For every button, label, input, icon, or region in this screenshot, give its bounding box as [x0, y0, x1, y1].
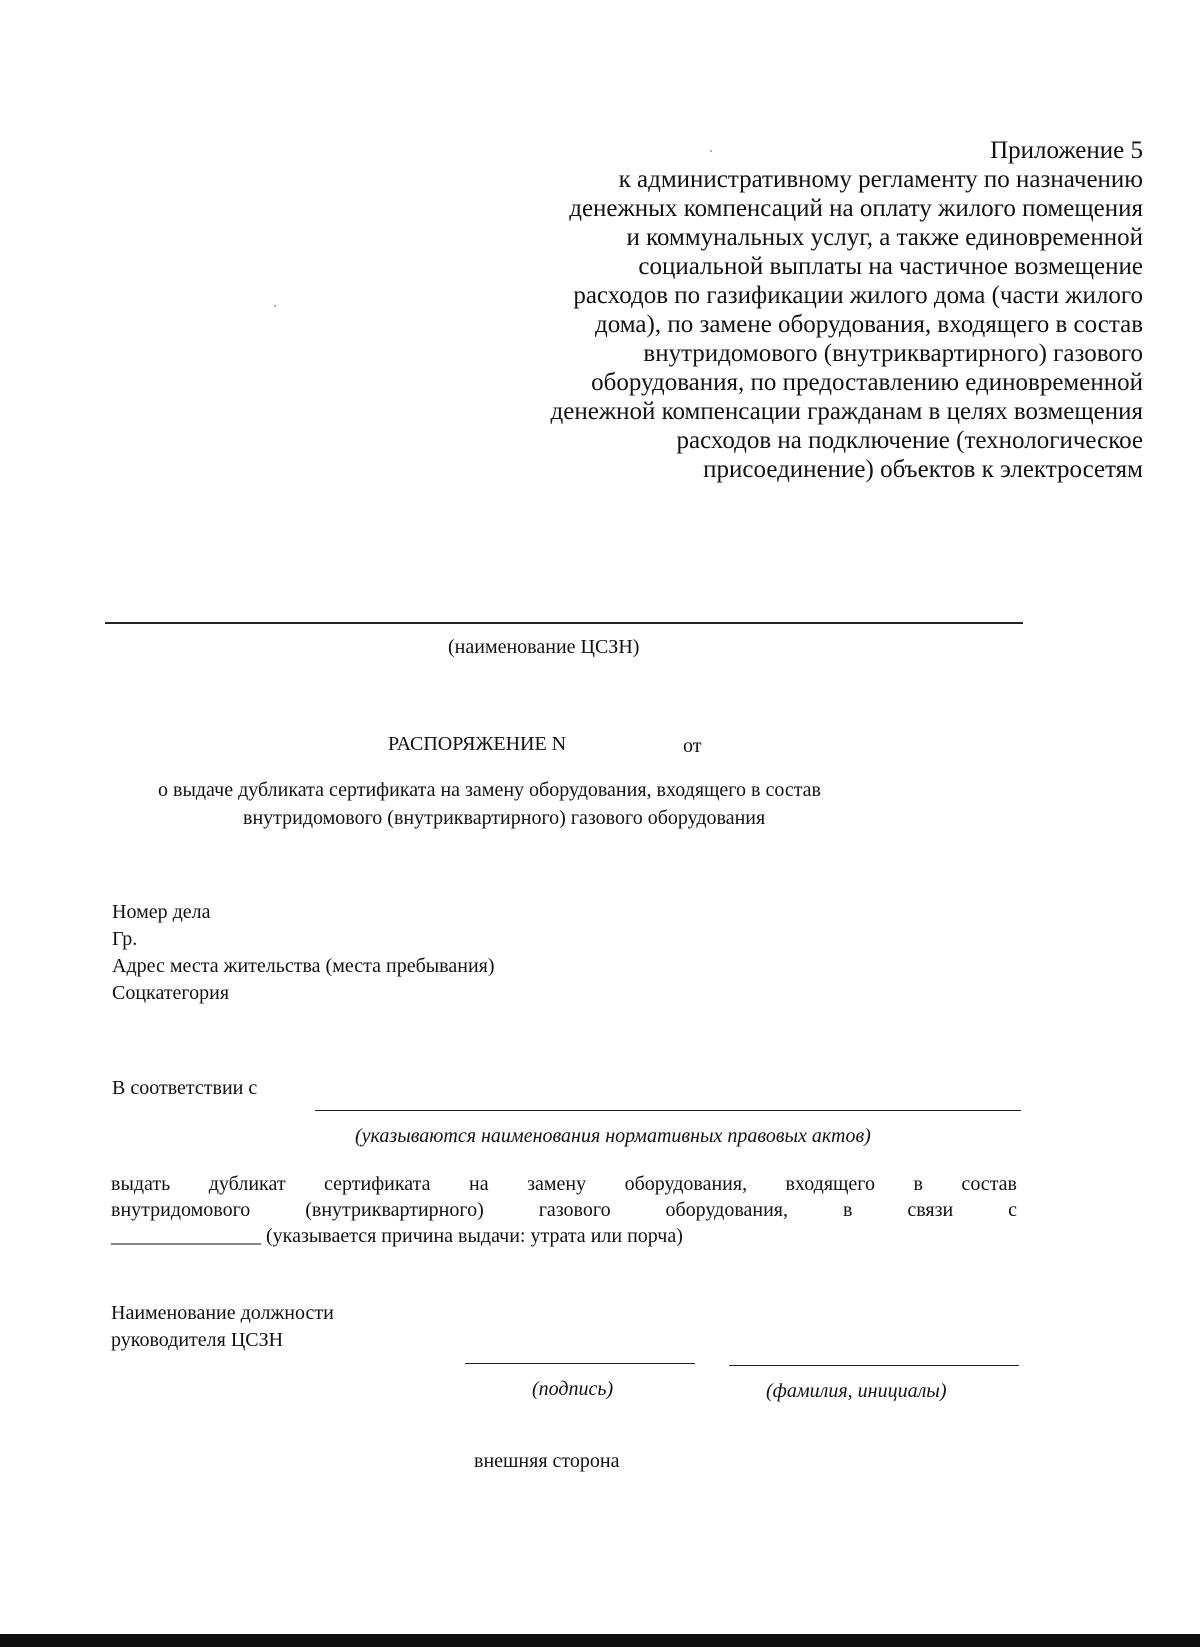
appendix-line: расходов на подключение (технологическое — [676, 427, 1143, 454]
position-title-line1: Наименование должности — [111, 1302, 334, 1324]
footer-note: внешняя сторона — [474, 1450, 620, 1472]
appendix-line: и коммунальных услуг, а также единовременной — [626, 224, 1143, 251]
scan-edge-bar — [0, 1634, 1200, 1647]
scan-speck — [274, 305, 276, 307]
order-date-prefix: от — [683, 735, 702, 757]
order-subject-line1: о выдаче дубликата сертификата на замену оборудования, входящего в состав — [158, 779, 821, 801]
field-address: Адрес места жительства (места пребывания) — [112, 955, 495, 977]
position-title-line2: руководителя ЦСЗН — [111, 1329, 284, 1351]
name-caption: (фамилия, инициалы) — [766, 1380, 947, 1402]
appendix-title: Приложение 5 — [990, 137, 1143, 164]
org-name-line — [105, 622, 1023, 624]
basis-prefix: В соответствии с — [112, 1077, 258, 1099]
field-case-number: Номер дела — [112, 901, 211, 923]
decision-paragraph — [111, 1171, 1017, 1223]
appendix-line: социальной выплаты на частичное возмещение — [638, 253, 1143, 280]
scan-speck — [710, 150, 712, 152]
name-line — [729, 1365, 1019, 1366]
appendix-line: к административному регламенту по назначению — [618, 166, 1143, 193]
appendix-line: оборудования, по предоставлению единовременной — [591, 369, 1143, 396]
order-subject-line2: внутридомового (внутриквартирного) газового оборудования — [243, 807, 766, 829]
signature-caption: (подпись) — [532, 1378, 614, 1400]
appendix-header — [551, 136, 1143, 484]
org-name-caption: (наименование ЦСЗН) — [448, 636, 640, 658]
appendix-line: денежных компенсаций на оплату жилого помещения — [569, 195, 1143, 222]
field-social-category: Соцкатегория — [112, 982, 230, 1004]
field-citizen: Гр. — [112, 928, 138, 950]
reason-caption: (указывается причина выдачи: утрата или порча) — [266, 1225, 683, 1247]
appendix-line: присоединение) объектов к электросетям — [703, 456, 1143, 483]
appendix-line: расходов по газификации жилого дома (части жилого — [573, 282, 1143, 309]
appendix-line: денежной компенсации гражданам в целях возмещения — [550, 398, 1143, 425]
reason-blank: _______________ — [111, 1225, 261, 1247]
decision-line3 — [111, 1223, 683, 1249]
signature-line — [465, 1363, 695, 1364]
appendix-line: внутридомового (внутриквартирного) газового — [643, 340, 1143, 367]
decision-line: внутридомового (внутриквартирного) газового оборудования, в связи с — [111, 1199, 1017, 1221]
decision-line: выдать дубликат сертификата на замену оборудования, входящего в состав — [111, 1173, 1017, 1195]
basis-line — [315, 1110, 1021, 1111]
order-title: РАСПОРЯЖЕНИЕ N — [388, 733, 567, 755]
appendix-line: дома), по замене оборудования, входящего в состав — [595, 311, 1143, 338]
basis-caption: (указываются наименования нормативных правовых актов) — [355, 1125, 871, 1147]
